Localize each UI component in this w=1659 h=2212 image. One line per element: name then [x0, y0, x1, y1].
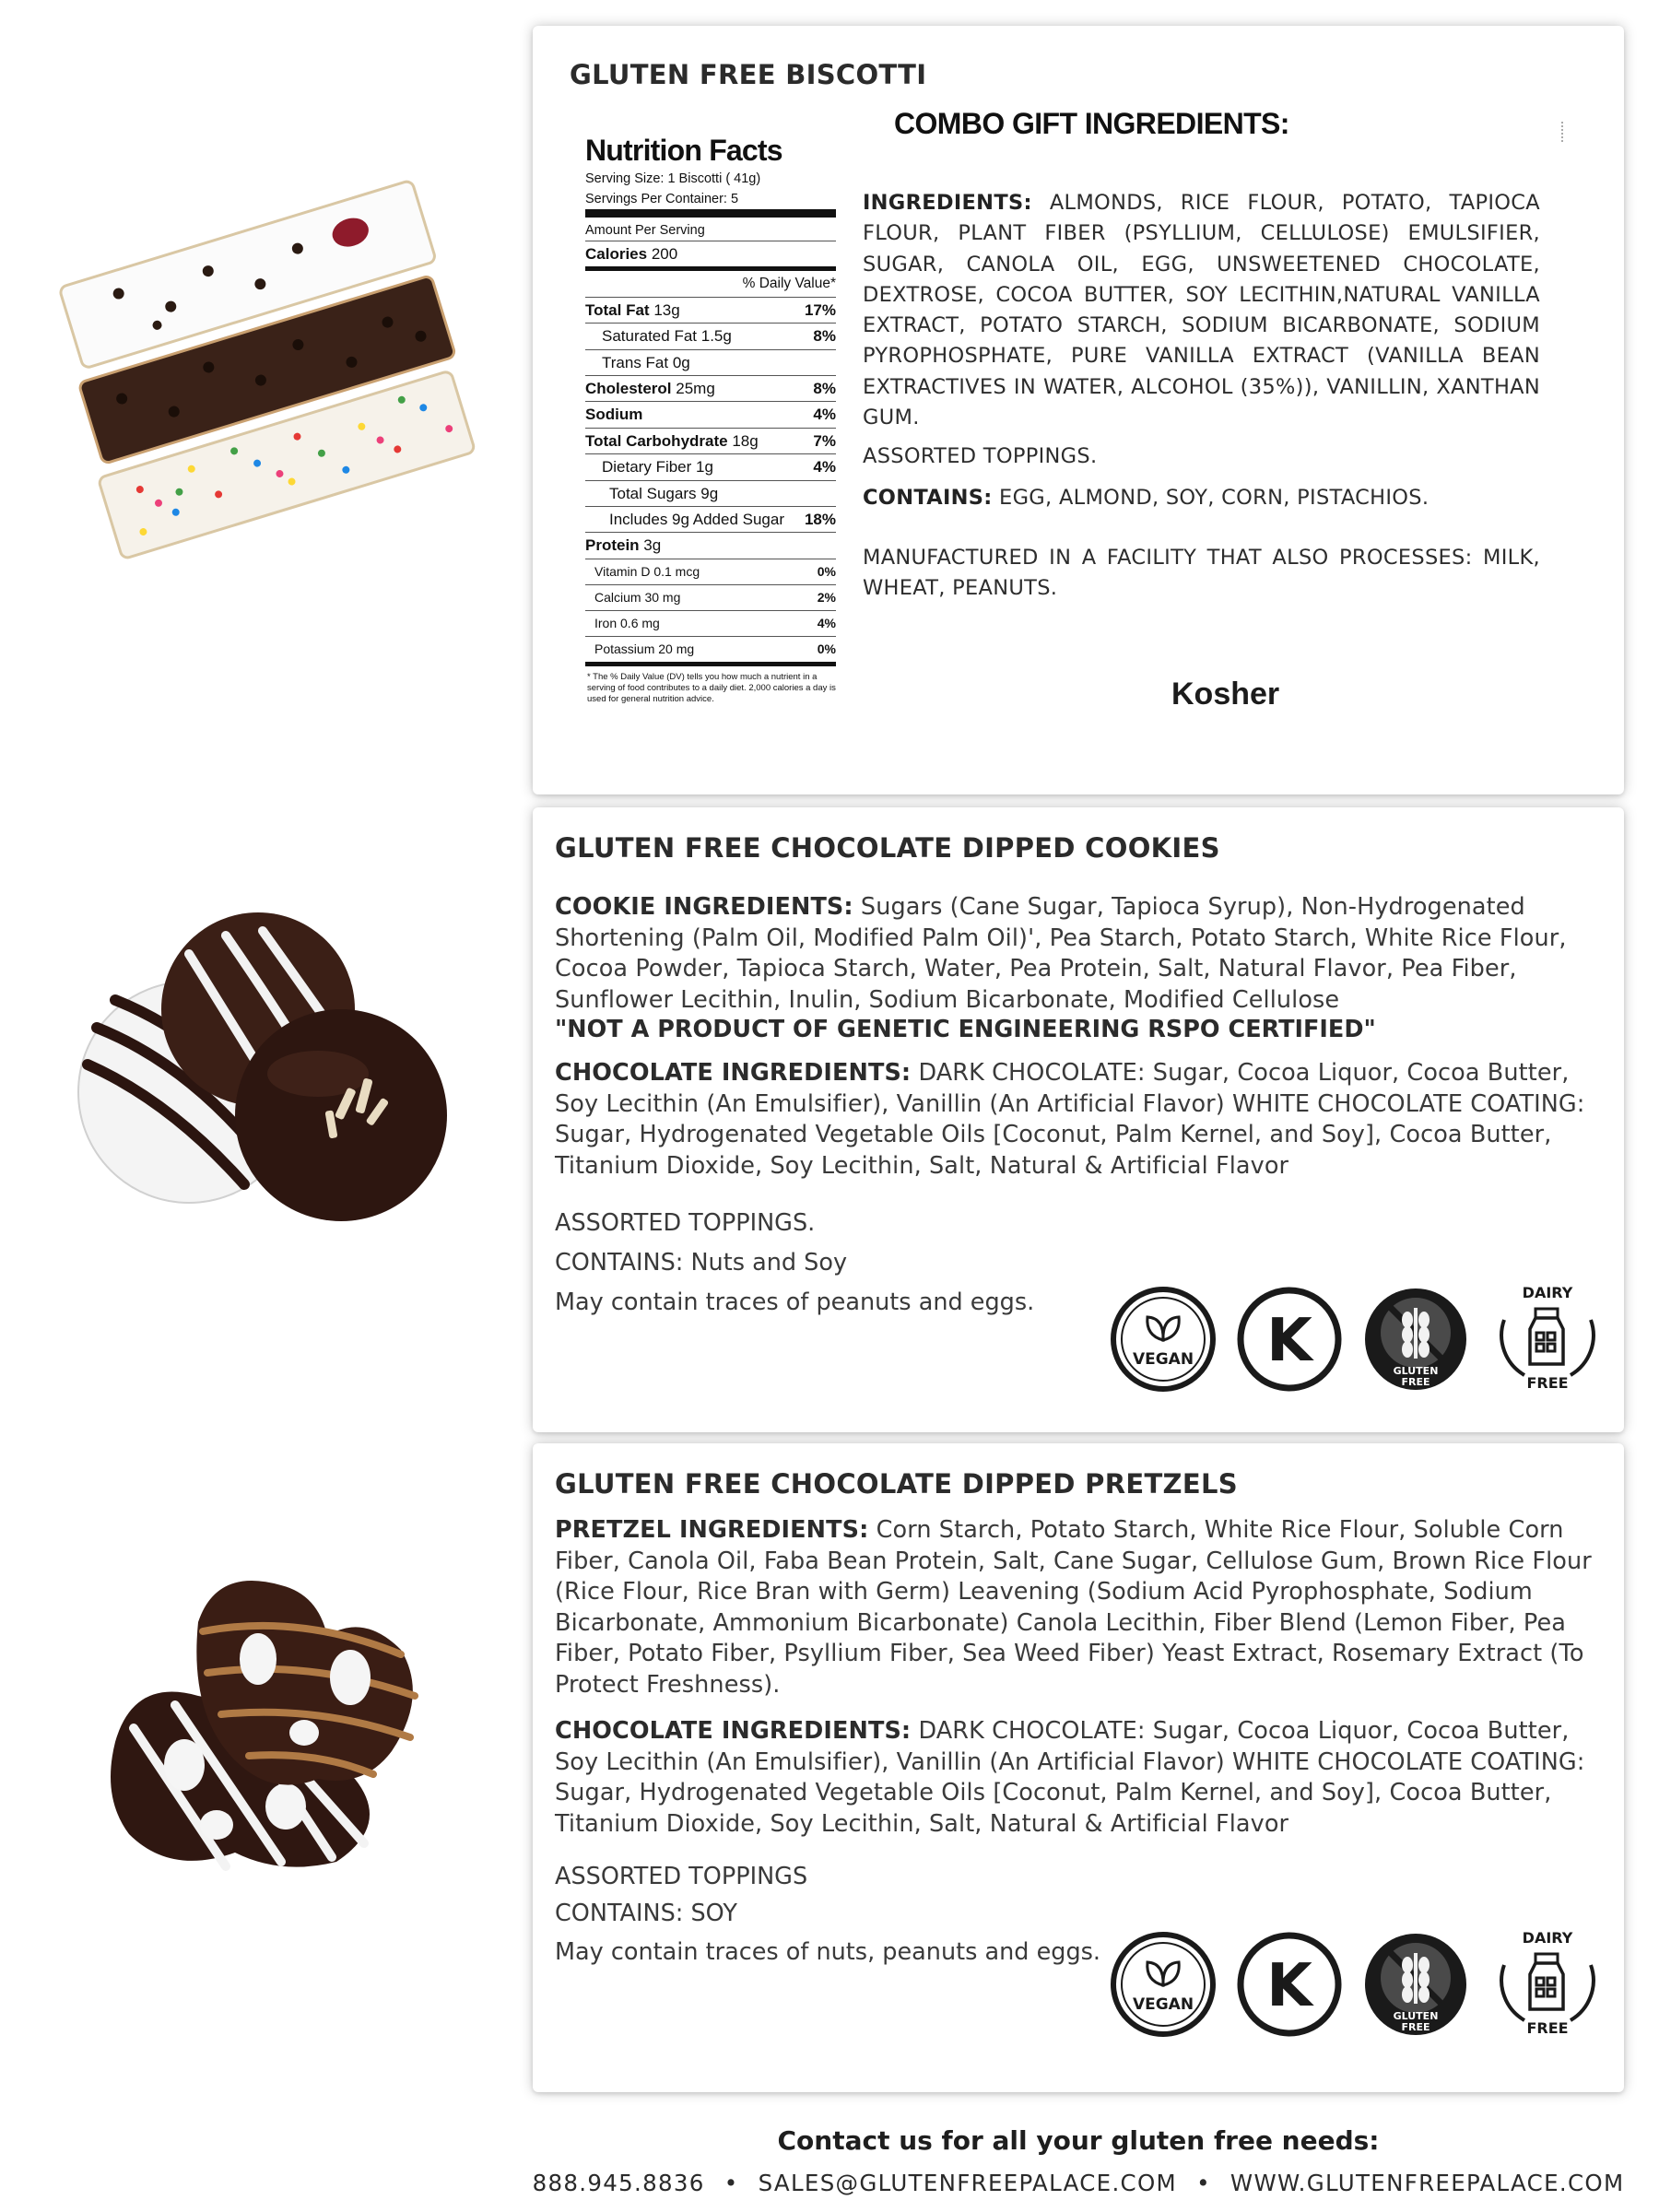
nutrient-label: Saturated Fat: [602, 327, 698, 346]
nutrition-footnote: * The % Daily Value (DV) tells you how much a nutrient in a serving of food contributes to a daily diet. 2,000 calories a day is used for general nutrition advice.: [585, 662, 836, 705]
nutrient-row-sodium: [585, 401, 836, 427]
vitamin-dv: 2%: [817, 589, 836, 605]
gluten-free-text-bottom: FREE: [1401, 1376, 1430, 1388]
vitamin-row: [585, 584, 836, 610]
biscotti-contains: [863, 483, 1540, 513]
nutrient-label: Includes 9g Added Sugar: [609, 511, 784, 529]
footer-contact-line: [516, 2170, 1641, 2196]
kosher-icon: [1235, 1285, 1344, 1394]
vitamin-row: [585, 559, 836, 584]
daily-value-header-text: % Daily Value*: [742, 276, 836, 292]
vitamin-label: Calcium 30 mg: [594, 589, 681, 605]
nutrient-amount: 0g: [672, 353, 690, 371]
dairy-free-icon: [1488, 1276, 1607, 1395]
serving-size: Serving Size: 1 Biscotti ( 41g): [585, 171, 761, 186]
nutrient-amount: 13g: [653, 300, 680, 319]
chocolate-ingredients-label: CHOCOLATE INGREDIENTS:: [555, 1059, 912, 1087]
footer-phone[interactable]: 888.945.8836: [532, 2170, 705, 2196]
nutrient-dv: 17%: [804, 300, 836, 319]
cookies-card: [533, 807, 1624, 1432]
nutrient-row-added-sugar: [585, 506, 836, 532]
gluten-free-icon: [1361, 1930, 1470, 2039]
vegan-icon: [1109, 1930, 1218, 2039]
calories-row: [585, 241, 836, 266]
nutrient-label: Protein: [585, 536, 640, 555]
nutrient-row-saturated-fat: [585, 323, 836, 348]
footer-separator: •: [1196, 2170, 1211, 2196]
kosher-badge-letter: K: [1266, 1307, 1312, 1375]
calories-label: Calories: [585, 245, 648, 263]
nutrient-row-cholesterol: [585, 375, 836, 401]
vitamin-row: [585, 636, 836, 662]
nutrient-row-trans-fat: [585, 349, 836, 375]
cookie-certification: "NOT A PRODUCT OF GENETIC ENGINEERING RSPO CERTIFIED": [555, 1016, 1376, 1043]
nutrition-facts-label: [585, 135, 836, 705]
nutrition-facts-heading: Nutrition Facts: [585, 134, 782, 167]
pretzel-chocolate-ingredients: [555, 1716, 1601, 1840]
cookie-ingredients-text: Sugars (Cane Sugar, Tapioca Syrup), Non-Hydrogenated Shortening (Palm Oil, Modified Palm Oil)', Pea Starch, Potato Starch, White Rice Flour, Cocoa Powder, Tapioca Starch, Water, Pea Protein, Salt, Natural Flavor, Pea Fiber, Sunflower Lecithin, Inulin, Sodium Bicarbonate, Modified Cellulose: [555, 893, 1567, 1014]
nutrient-label: Cholesterol: [585, 380, 672, 398]
nutrient-label: Total Carbohydrate: [585, 431, 728, 450]
pretzels-title: GLUTEN FREE CHOCOLATE DIPPED PRETZELS: [555, 1468, 1238, 1500]
gluten-free-icon: [1361, 1285, 1470, 1394]
chocolate-ingredients-text: DARK CHOCOLATE: Sugar, Cocoa Liquor, Cocoa Butter, Soy Lecithin (An Emulsifier), Vanillin (An Artificial Flavor) WHITE CHOCOLATE COATING: Sugar, Hydrogenated Vegetable Oils [Coconut, Palm Kernel, and Soy], Cocoa Butter, Titanium Dioxide, Soy Lecithin, Salt, Natural & Artificial Flavor: [555, 1059, 1585, 1180]
dairy-free-icon: [1488, 1921, 1607, 2041]
combo-gift-title: COMBO GIFT INGREDIENTS:: [894, 107, 1289, 140]
dairy-free-text-bottom: FREE: [1526, 1374, 1569, 1392]
footer-separator: •: [724, 2170, 739, 2196]
servings-per-container: Servings Per Container: 5: [585, 192, 739, 206]
nutrient-label: Trans Fat: [602, 353, 669, 371]
nutrient-label: Dietary Fiber: [602, 458, 692, 477]
nutrient-row-total-sugars: [585, 480, 836, 506]
vegan-text: VEGAN: [1132, 1995, 1194, 2014]
vitamin-label: Potassium 20 mg: [594, 641, 695, 656]
vitamin-label: Vitamin D 0.1 mcg: [594, 563, 700, 579]
ingredients-text: ALMONDS, RICE FLOUR, POTATO, TAPIOCA FLOUR, PLANT FIBER (PSYLLIUM, CELLULOSE) EMULSIFIER, SUGAR, CANOLA OIL, EGG, UNSWEETENED CHOCOLATE, DEXTROSE, COCOA BUTTER, SOY LECITHIN,NATURAL VANILLA EXTRACT, POTATO STARCH, SODIUM BICARBONATE, SODIUM PYROPHOSPHATE, PURE VANILLA EXTRACT (VANILLA BEAN EXTRACTIVES IN WATER, ALCOHOL (35%)), VANILLIN, XANTHAN GUM.: [863, 191, 1540, 430]
cookie-traces: May contain traces of peanuts and eggs.: [555, 1288, 1035, 1316]
dairy-free-text-bottom: FREE: [1526, 2019, 1569, 2037]
dairy-free-text-top: DAIRY: [1522, 1284, 1573, 1301]
footer-email-link[interactable]: SALES@GLUTENFREEPALACE.COM: [758, 2170, 1177, 2196]
pretzel-ingredients-text: Corn Starch, Potato Starch, White Rice Flour, Soluble Corn Fiber, Canola Oil, Faba Bean Protein, Salt, Cane Sugar, Cellulose Gum, Brown Rice Flour (Rice Flour, Rice Bran with Germ) Leavening (Sodium Acid Pyrophosphate, Sodium Bicarbonate, Ammonium Bicarbonate) Canola Lecithin, Fiber Blend (Lemon Fiber, Pea Fiber, Potato Fiber, Psyllium Fiber, Sea Weed Fiber) Yeast Extract, Rosemary Extract (To Protect Freshness).: [555, 1516, 1592, 1699]
ingredients-label: INGREDIENTS:: [863, 191, 1032, 215]
calories-value: 200: [651, 245, 678, 263]
nutrient-dv: 7%: [813, 431, 836, 450]
nutrient-dv: 8%: [813, 327, 836, 346]
cookie-chocolate-ingredients: [555, 1058, 1601, 1182]
pretzels-product-image: [97, 1558, 433, 1876]
pretzels-card: [533, 1443, 1624, 2092]
kosher-label: Kosher: [1171, 677, 1280, 712]
cookies-product-image: [51, 908, 465, 1235]
cookie-contains: CONTAINS: Nuts and Soy: [555, 1249, 848, 1277]
pretzel-ingredients: [555, 1515, 1601, 1700]
biscotti-title: GLUTEN FREE BISCOTTI: [570, 59, 927, 90]
nutrient-row-total-carbohydrate: [585, 428, 836, 453]
nutrient-row-total-fat: [585, 297, 836, 323]
nutrient-amount: 25mg: [676, 380, 715, 398]
pretzel-contains: CONTAINS: SOY: [555, 1900, 737, 1927]
cookie-toppings: ASSORTED TOPPINGS.: [555, 1209, 816, 1237]
nutrient-label: Total Sugars: [609, 484, 697, 502]
biscotti-toppings: ASSORTED TOPPINGS.: [863, 444, 1098, 468]
contains-label: CONTAINS:: [863, 486, 993, 510]
nutrient-amount: 1g: [696, 458, 713, 477]
vitamin-dv: 0%: [817, 641, 836, 656]
cookies-title: GLUTEN FREE CHOCOLATE DIPPED COOKIES: [555, 832, 1220, 864]
cookie-ingredients-label: COOKIE INGREDIENTS:: [555, 893, 853, 921]
nutrient-row-dietary-fiber: [585, 453, 836, 479]
biscotti-product-image: [46, 161, 498, 631]
nutrient-amount: 18g: [732, 431, 759, 450]
pretzel-ingredients-label: PRETZEL INGREDIENTS:: [555, 1516, 869, 1544]
vitamin-label: Iron 0.6 mg: [594, 615, 660, 630]
biscotti-ingredients: [863, 188, 1540, 433]
vegan-text: VEGAN: [1132, 1350, 1194, 1369]
contains-text: EGG, ALMOND, SOY, CORN, PISTACHIOS.: [999, 486, 1430, 510]
nutrient-amount: 9g: [700, 484, 719, 502]
nutrient-dv: 4%: [813, 458, 836, 477]
pretzel-toppings: ASSORTED TOPPINGS: [555, 1863, 808, 1890]
vitamin-dv: 4%: [817, 615, 836, 630]
nutrient-amount: 1.5g: [700, 327, 732, 346]
nutrient-row-protein: [585, 532, 836, 558]
daily-value-header: [585, 266, 836, 296]
gluten-free-text-bottom: FREE: [1401, 2021, 1430, 2033]
nutrient-dv: 18%: [804, 511, 836, 529]
vitamin-row: [585, 610, 836, 636]
biscotti-facility: MANUFACTURED IN A FACILITY THAT ALSO PROCESSES: MILK, WHEAT, PEANUTS.: [863, 546, 1540, 601]
nutrient-label: Total Fat: [585, 300, 650, 319]
footer-contact-heading: Contact us for all your gluten free needs:: [777, 2125, 1380, 2156]
biscotti-card: [533, 26, 1624, 794]
kosher-icon: [1235, 1930, 1344, 2039]
gluten-free-text-top: GLUTEN: [1393, 2010, 1439, 2022]
nutrient-label: Sodium: [585, 406, 643, 424]
nutrient-amount: 3g: [643, 536, 662, 555]
cookie-ingredients: [555, 892, 1601, 1016]
pretzel-traces: May contain traces of nuts, peanuts and eggs.: [555, 1938, 1101, 1966]
footer-website-link[interactable]: WWW.GLUTENFREEPALACE.COM: [1230, 2170, 1625, 2196]
dairy-free-text-top: DAIRY: [1522, 1929, 1573, 1947]
menu-dots: [1561, 122, 1566, 142]
vegan-icon: [1109, 1285, 1218, 1394]
nutrient-dv: 4%: [813, 406, 836, 424]
vitamin-dv: 0%: [817, 563, 836, 579]
gluten-free-text-top: GLUTEN: [1393, 1365, 1439, 1377]
chocolate-ingredients-text: DARK CHOCOLATE: Sugar, Cocoa Liquor, Cocoa Butter, Soy Lecithin (An Emulsifier), Vanillin (An Artificial Flavor) WHITE CHOCOLATE COATING: Sugar, Hydrogenated Vegetable Oils [Coconut, Palm Kernel, and Soy], Cocoa Butter, Titanium Dioxide, Soy Lecithin, Salt, Natural & Artificial Flavor: [555, 1717, 1585, 1838]
chocolate-ingredients-label: CHOCOLATE INGREDIENTS:: [555, 1717, 912, 1745]
kosher-badge-letter: K: [1266, 1952, 1312, 2020]
amount-per-serving: Amount Per Serving: [585, 209, 836, 241]
nutrient-dv: 8%: [813, 380, 836, 398]
